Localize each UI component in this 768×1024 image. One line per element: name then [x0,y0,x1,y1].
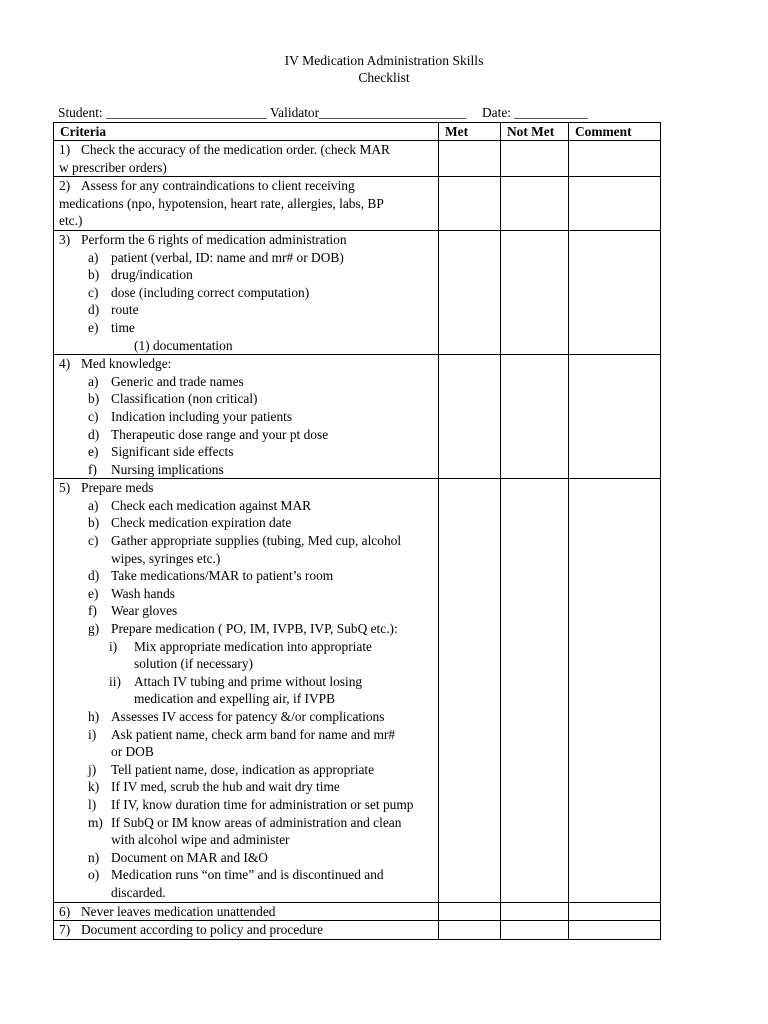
list-item: n) Document on MAR and I&O [88,849,268,865]
row-number: 2) [59,178,71,194]
list-item: a) patient (verbal, ID: name and mr# or DOB) [88,249,344,265]
list-item: c) Indication including your patients [88,408,293,424]
list-item: g) Prepare medication ( PO, IM, IVPB, IVP, SubQ etc.): [88,621,398,637]
table-row [54,355,661,479]
list-item: d) Therapeutic dose range and your pt dose [88,426,329,442]
not-met-cell[interactable] [501,921,569,940]
criteria-heading: Prepare meds [81,480,154,496]
criteria-heading: Perform the 6 rights of medication administration [81,231,347,247]
table-row [54,141,661,177]
criteria-text: Document according to policy and procedure [81,922,324,938]
header-comment: Comment [569,123,661,141]
list-subitem: i) Mix appropriate medication into appropriate [109,638,372,654]
list-item-continuation: wipes, syringes etc.) [111,550,221,566]
list-item-continuation: with alcohol wipe and administer [111,832,290,848]
list-item: b) drug/indication [88,267,193,283]
row-number: 1) [59,142,71,157]
list-item: b) Check medication expiration date [88,515,292,531]
list-item: b) Classification (non critical) [88,391,258,407]
list-item-continuation: or DOB [111,744,154,760]
comment-cell[interactable] [569,355,661,479]
comment-cell[interactable] [569,230,661,354]
criteria-text: w prescriber orders) [59,159,167,175]
list-item: o) Medication runs “on time” and is discontinued and [88,867,384,883]
list-subitem-continuation: solution (if necessary) [134,656,253,672]
not-met-cell[interactable] [501,355,569,479]
criteria-text: Check the accuracy of the medication order. (check MAR [81,142,390,157]
date-field: Date: ___________ [482,105,588,120]
student-field: Student: ________________________ [58,105,267,120]
met-cell[interactable] [439,355,501,479]
table-row [54,902,661,921]
title-line-1: IV Medication Administration Skills [284,53,484,68]
criteria-heading: Med knowledge: [81,356,172,372]
list-subitem: ii) Attach IV tubing and prime without losing [109,673,363,689]
criteria-cell [54,141,439,177]
criteria-cell [54,921,439,940]
criteria-cell [54,479,439,902]
list-item: a) Check each medication against MAR [88,497,312,513]
row-number: 3) [59,231,71,247]
title-line-2: Checklist [358,70,410,85]
comment-cell[interactable] [569,902,661,921]
list-item: k) If IV med, scrub the hub and wait dry time [88,779,340,795]
list-item: d) route [88,302,139,318]
info-line [58,104,658,122]
criteria-text: medications (npo, hypotension, heart rate, allergies, labs, BP [59,195,384,211]
list-item: e) Significant side effects [88,444,234,460]
not-met-cell[interactable] [501,230,569,354]
row-number: 7) [59,922,71,938]
header-not-met: Not Met [501,123,569,141]
list-item: c) Gather appropriate supplies (tubing, Med cup, alcohol [88,533,402,549]
row-number: 6) [59,903,71,919]
met-cell[interactable] [439,177,501,231]
list-item: m) If SubQ or IM know areas of administration and clean [88,814,402,830]
criteria-text: etc.) [59,213,83,229]
comment-cell[interactable] [569,141,661,177]
list-subitem: (1) documentation [134,337,233,353]
header-met: Met [439,123,501,141]
table-row [54,230,661,354]
list-item: d) Take medications/MAR to patient’s room [88,568,334,584]
list-item: f) Nursing implications [88,461,224,477]
list-item: l) If IV, know duration time for administration or set pump [88,796,414,812]
not-met-cell[interactable] [501,141,569,177]
not-met-cell[interactable] [501,479,569,902]
validator-field: Validator______________________ [270,105,467,120]
list-item: j) Tell patient name, dose, indication as appropriate [88,761,375,777]
checklist-table [53,122,661,940]
list-subitem-continuation: medication and expelling air, if IVPB [134,691,336,707]
criteria-text: Never leaves medication unattended [81,903,276,919]
met-cell[interactable] [439,921,501,940]
comment-cell[interactable] [569,921,661,940]
criteria-cell [54,355,439,479]
table-row [54,177,661,231]
comment-cell[interactable] [569,479,661,902]
table-header-row [54,123,661,141]
list-item-continuation: discarded. [111,884,166,900]
list-item: f) Wear gloves [88,603,178,619]
list-item: e) time [88,319,135,335]
list-item: h) Assesses IV access for patency &/or complications [88,709,385,724]
met-cell[interactable] [439,902,501,921]
met-cell[interactable] [439,141,501,177]
met-cell[interactable] [439,230,501,354]
criteria-cell [54,177,439,231]
criteria-cell [54,902,439,921]
document-title [0,52,768,86]
list-item: a) Generic and trade names [88,373,244,389]
list-item: e) Wash hands [88,585,176,601]
header-criteria: Criteria [54,123,439,141]
criteria-cell [54,230,439,354]
comment-cell[interactable] [569,177,661,231]
list-item: i) Ask patient name, check arm band for name and mr# [88,726,396,742]
table-row [54,921,661,940]
list-item: c) dose (including correct computation) [88,284,310,300]
not-met-cell[interactable] [501,902,569,921]
criteria-text: Assess for any contraindications to client receiving [81,178,355,194]
not-met-cell[interactable] [501,177,569,231]
table-row [54,479,661,902]
row-number: 4) [59,356,71,372]
met-cell[interactable] [439,479,501,902]
row-number: 5) [59,480,71,496]
